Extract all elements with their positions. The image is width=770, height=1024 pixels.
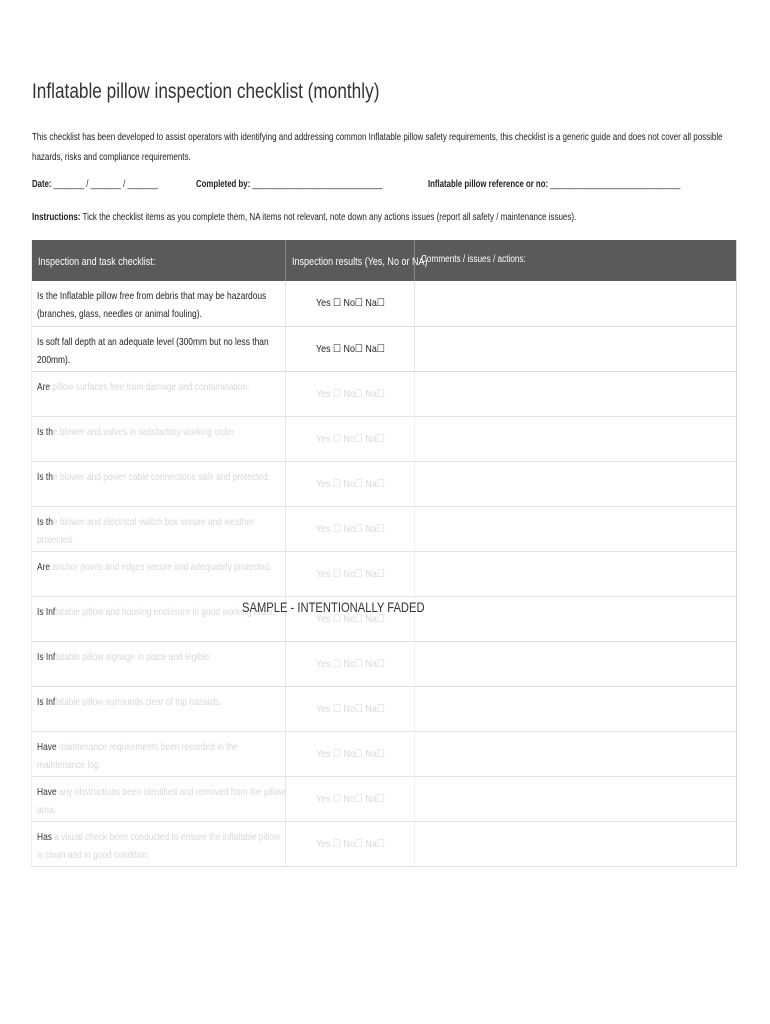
checklist-item-text: e blower and electrical switch box secure and weather protected. (37, 516, 255, 546)
table-body (32, 281, 736, 867)
result-options[interactable] (285, 687, 414, 731)
pillow-reference-field[interactable] (428, 179, 680, 190)
comments-cell[interactable] (414, 462, 736, 506)
table-row (32, 417, 736, 462)
instructions-label: Instructions: (32, 212, 81, 223)
result-checkboxes[interactable]: Yes ☐ No☐ Na☐ (316, 838, 385, 850)
completed-by-value: ______________________________ (252, 179, 383, 190)
result-checkboxes[interactable]: Yes ☐ No☐ Na☐ (316, 478, 385, 490)
result-checkboxes[interactable]: Yes ☐ No☐ Na☐ (316, 703, 385, 715)
date-value: _______ / _______ / _______ (53, 179, 158, 190)
header-checklist: Inspection and task checklist: (38, 256, 156, 268)
checklist-item-lead: Is Inf (37, 651, 56, 663)
checklist-item (32, 507, 285, 551)
checklist-table (31, 240, 737, 867)
table-row (32, 822, 736, 867)
watermark: SAMPLE - INTENTIONALLY FADED (242, 599, 425, 615)
checklist-item (32, 417, 285, 461)
table-row (32, 372, 736, 417)
result-checkboxes[interactable]: Yes ☐ No☐ Na☐ (316, 613, 385, 625)
checklist-item-text: any obstructions been identified and removed from the pillow area. (37, 786, 285, 816)
comments-cell[interactable] (414, 372, 736, 416)
checklist-item (32, 687, 285, 731)
table-row (32, 642, 736, 687)
checklist-item-text: latable pillow and housing enclosure in good working order. (55, 606, 276, 618)
comments-cell[interactable] (414, 327, 736, 371)
checklist-item-lead: Have (37, 786, 57, 798)
checklist-item-lead: Is Inf (37, 696, 56, 708)
result-checkboxes[interactable]: Yes ☐ No☐ Na☐ (316, 658, 385, 670)
result-options[interactable] (285, 327, 414, 371)
checklist-item-text: anchor points and edges secure and adequately protected. (50, 561, 272, 573)
comments-cell[interactable] (414, 732, 736, 776)
pillow-reference-value: ______________________________ (550, 179, 681, 190)
table-row (32, 327, 736, 372)
checklist-item (32, 552, 285, 596)
result-checkboxes[interactable]: Yes ☐ No☐ Na☐ (316, 748, 385, 760)
comments-cell[interactable] (414, 281, 736, 326)
result-checkboxes[interactable]: Yes ☐ No☐ Na☐ (316, 523, 385, 535)
result-checkboxes[interactable]: Yes ☐ No☐ Na☐ (316, 793, 385, 805)
table-row (32, 462, 736, 507)
table-row (32, 687, 736, 732)
result-checkboxes[interactable]: Yes ☐ No☐ Na☐ (316, 388, 385, 400)
comments-cell[interactable] (414, 507, 736, 551)
result-options[interactable] (285, 732, 414, 776)
checklist-item-lead: Are (37, 381, 51, 393)
checklist-item-lead: Is Inf (37, 606, 56, 618)
header-comments: Comments / issues / actions: (414, 240, 736, 281)
result-options[interactable] (285, 777, 414, 821)
result-checkboxes[interactable]: Yes ☐ No☐ Na☐ (316, 568, 385, 580)
result-options[interactable] (285, 642, 414, 686)
result-options[interactable] (285, 417, 414, 461)
checklist-item (32, 327, 285, 371)
result-options[interactable] (285, 372, 414, 416)
completed-by-label: Completed by: (196, 179, 251, 190)
checklist-item-text: e blower and power cable connections safe and protected. (52, 471, 271, 483)
result-options[interactable] (285, 281, 414, 326)
table-row (32, 732, 736, 777)
checklist-item (32, 372, 285, 416)
result-checkboxes[interactable]: Yes ☐ No☐ Na☐ (316, 343, 385, 355)
checklist-item-text: a visual check been conducted to ensure the inflatable pillow is clean and in good condition. (37, 831, 280, 861)
header-results: Inspection results (Yes, No or NA) (285, 240, 414, 281)
comments-cell[interactable] (414, 552, 736, 596)
checklist-item (32, 732, 285, 776)
page-title: Inflatable pillow inspection checklist (monthly) (32, 80, 380, 103)
result-checkboxes[interactable]: Yes ☐ No☐ Na☐ (316, 297, 385, 309)
checklist-item-lead: Is th (37, 426, 53, 438)
result-options[interactable] (285, 822, 414, 866)
result-options[interactable] (285, 552, 414, 596)
checklist-item-text: latable pillow surrounds clear of trip hazards. (55, 696, 222, 708)
checklist-item-text: Is soft fall depth at an adequate level (300mm but no less than 200mm). (37, 336, 269, 366)
pillow-reference-label: Inflatable pillow reference or no: (428, 179, 549, 190)
result-options[interactable] (285, 507, 414, 551)
comments-cell[interactable] (414, 687, 736, 731)
result-options[interactable] (285, 462, 414, 506)
checklist-item-text: Is the Inflatable pillow free from debris that may be hazardous (branches, glass, needles or animal fouling). (37, 290, 267, 320)
table-row (32, 507, 736, 552)
comments-cell[interactable] (414, 777, 736, 821)
checklist-item (32, 281, 285, 326)
table-header (32, 240, 736, 281)
instructions (32, 212, 576, 223)
checklist-item-lead: Is th (37, 471, 53, 483)
comments-cell[interactable] (414, 417, 736, 461)
table-row (32, 281, 736, 327)
table-row (32, 552, 736, 597)
date-label: Date: (32, 179, 52, 190)
result-checkboxes[interactable]: Yes ☐ No☐ Na☐ (316, 433, 385, 445)
checklist-item-lead: Are (37, 561, 51, 573)
comments-cell[interactable] (414, 597, 736, 641)
checklist-item-lead: Is th (37, 516, 53, 528)
comments-cell[interactable] (414, 822, 736, 866)
checklist-item-text: maintenance requirements been recorded in the maintenance log. (37, 741, 238, 771)
instructions-text: Tick the checklist items as you complete them, NA items not relevant, note down any actions issues (report all safety / maintenance issues). (82, 212, 577, 223)
intro-text: This checklist has been developed to assist operators with identifying and addressing common Inflatable pillow safety requirements, this checklist is a generic guide and does not cover all possible hazards, risks and compliance requirements. (32, 132, 723, 163)
checklist-item-lead: Has (37, 831, 52, 843)
table-row (32, 777, 736, 822)
checklist-item (32, 822, 285, 866)
checklist-item-lead: Have (37, 741, 57, 753)
comments-cell[interactable] (414, 642, 736, 686)
checklist-item (32, 642, 285, 686)
completed-by-field[interactable] (196, 179, 382, 190)
checklist-item (32, 462, 285, 506)
checklist-item-text: e blower and valves in satisfactory working order. (52, 426, 236, 438)
checklist-item (32, 777, 285, 821)
date-field[interactable] (32, 179, 158, 190)
checklist-item-text: latable pillow signage in place and legible. (55, 651, 212, 663)
checklist-item-text: pillow surfaces free from damage and contamination. (50, 381, 250, 393)
